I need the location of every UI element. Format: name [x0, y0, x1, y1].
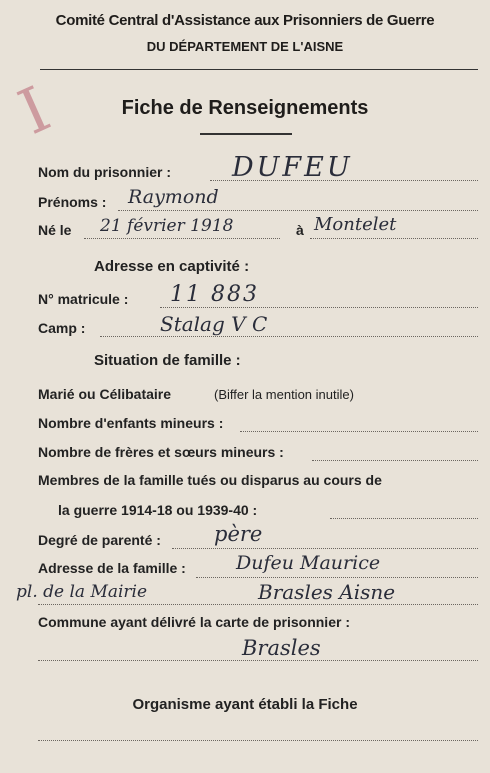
commune-value: Brasles [242, 636, 321, 660]
section-famille: Situation de famille : [94, 352, 241, 369]
camp-value: Stalag V C [160, 312, 268, 336]
adresse-value-3: Brasles Aisne [258, 580, 396, 604]
a-label: à [296, 222, 304, 238]
matricule-value: 11 883 [170, 282, 259, 307]
marie-note: (Biffer la mention inutile) [214, 387, 354, 402]
section-captivite: Adresse en captivité : [94, 258, 250, 275]
ne-le-value: 21 février 1918 [100, 216, 234, 236]
adresse-value-1: Dufeu Maurice [236, 552, 381, 574]
nom-value: DUFEU [232, 152, 353, 183]
marie-label: Marié ou Célibataire [38, 386, 172, 402]
degre-label: Degré de parenté : [38, 532, 161, 548]
organisme-label: Organisme ayant établi la Fiche [132, 696, 358, 713]
adresse-label: Adresse de la famille : [38, 560, 186, 576]
membres-label-1: Membres de la famille tués ou disparus au cours de [38, 472, 382, 488]
nom-label: Nom du prisonnier : [38, 164, 171, 180]
adresse-value-2: pl. de la Mairie [16, 582, 148, 602]
camp-label: Camp : [38, 320, 86, 336]
stamp-mark: I [8, 72, 61, 149]
organization-subtitle: DU DÉPARTEMENT DE L'AISNE [146, 39, 344, 54]
freres-label: Nombre de frères et sœurs mineurs : [38, 444, 284, 460]
title-underline [200, 133, 292, 135]
commune-label: Commune ayant délivré la carte de prisonnier : [38, 614, 350, 630]
degre-value: père [214, 522, 263, 546]
a-value: Montelet [314, 214, 397, 235]
enfants-label: Nombre d'enfants mineurs : [38, 415, 224, 431]
prenoms-label: Prénoms : [38, 194, 107, 210]
membres-label-2: la guerre 1914-18 ou 1939-40 : [58, 502, 258, 518]
form-title: Fiche de Renseignements [121, 97, 369, 119]
matricule-label: N° matricule : [38, 291, 129, 307]
ne-le-label: Né le [38, 222, 72, 238]
organization-title: Comité Central d'Assistance aux Prisonniers de Guerre [55, 12, 435, 29]
header-divider [40, 69, 478, 70]
prenoms-value: Raymond [128, 186, 219, 208]
